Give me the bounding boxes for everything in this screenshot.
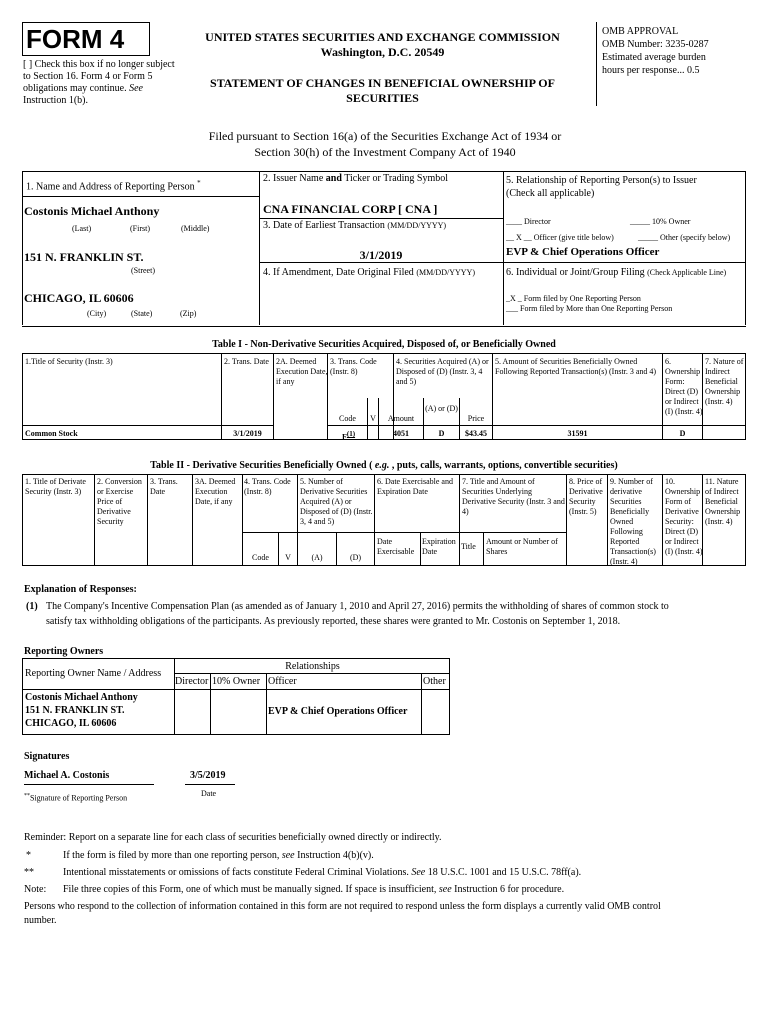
omb-approval: OMB APPROVAL OMB Number: 3235-0287 Estimated average burden hours per response... 0.5 — [602, 26, 709, 76]
other-checkbox[interactable]: _____ Other (specify below) — [638, 233, 731, 242]
date-line — [185, 784, 235, 785]
director-checkbox[interactable]: ____ Director — [506, 217, 551, 226]
t1-h2a: 2A. Deemed Execution Date, if any — [276, 357, 328, 386]
t1-row-aord: D — [438, 429, 445, 438]
owners-col-ten: 10% Owner — [212, 676, 261, 687]
owner-officer-title: EVP & Chief Operations Officer — [268, 706, 408, 717]
persons-notice-line2: number. — [24, 915, 57, 926]
filed-by-more-option[interactable]: ___ Form filed by More than One Reporting Person — [506, 304, 673, 313]
t2-h6: 6. Date Exercisable and Expiration Date — [377, 477, 453, 496]
note-text: File three copies of this Form, one of which must be manually signed. If space is insufficient, see Instruction 6 for procedure. — [63, 884, 565, 895]
t1-h5: 5. Amount of Securities Beneficially Owned Following Reported Transaction(s) (Instr. 3 and 4) — [495, 357, 657, 376]
reporting-person-name: Costonis Michael Anthony — [24, 204, 160, 218]
box4-label: 4. If Amendment, Date Original Filed (MM/DD/YYYY) — [263, 267, 475, 278]
t2-h4: 4. Trans. Code (Instr. 8) — [244, 477, 291, 496]
t2-sub-title: Title — [461, 542, 476, 551]
officer-title: EVP & Chief Operations Officer — [506, 246, 660, 258]
t2-h5: 5. Number of Derivative Securities Acquired (A) or Disposed of (D) (Instr. 3, 4 and 5) — [300, 477, 373, 526]
box2-label: 2. Issuer Name and Ticker or Trading Symbol — [263, 173, 449, 184]
t1-sub-v: V — [370, 414, 376, 423]
t2-h3a: 3A. Deemed Execution Date, if any — [195, 477, 236, 506]
middle-label: (Middle) — [181, 224, 210, 233]
t1-h1: 1.Title of Security (Instr. 3) — [25, 357, 113, 366]
t2-sub-a: (A) — [311, 553, 323, 562]
star2-mark: ** — [24, 867, 34, 878]
t2-sub-code: Code — [252, 553, 269, 562]
form-title: FORM 4 — [26, 24, 125, 54]
statement-line1: STATEMENT OF CHANGES IN BENEFICIAL OWNERSHIP OF — [210, 76, 555, 90]
explanation-heading: Explanation of Responses: — [24, 584, 137, 595]
agency-line2: Washington, D.C. 20549 — [320, 45, 445, 59]
city-label: (City) — [87, 309, 107, 318]
issuer-name: CNA FINANCIAL CORP [ CNA ] — [263, 202, 438, 216]
officer-checkbox[interactable]: __ X __ Officer (give title below) — [506, 233, 614, 242]
owners-col-name: Reporting Owner Name / Address — [25, 668, 162, 679]
reminder: Reminder: Report on a separate line for each class of securities beneficially owned directly or indirectly. — [24, 832, 442, 843]
signature-line — [24, 784, 154, 785]
ten-percent-owner-checkbox[interactable]: _____ 10% Owner — [630, 217, 691, 226]
t1-row-code: F(1) — [342, 430, 356, 442]
t2-sub-amount: Amount or Number of Shares — [486, 537, 558, 556]
footnote-1-number: (1) — [26, 601, 38, 612]
t2-sub-v: V — [285, 553, 291, 562]
t1-row-date: 3/1/2019 — [233, 429, 262, 438]
filed-by-one-option[interactable]: _X _ Form filed by One Reporting Person — [506, 294, 641, 303]
t2-h9: 9. Number of derivative Securities Beneficially Owned Following Reported Transaction(s) (Instr. 4) — [610, 477, 656, 566]
t1-h6: 6. Ownership Form: Direct (D) or Indirect (I) (Instr. 4) — [665, 357, 703, 416]
persons-notice-line1: Persons who respond to the collection of information contained in this form are not required to respond unless the form displays a currently valid OMB control — [24, 901, 661, 912]
t1-row-form: D — [679, 429, 686, 438]
t2-sub-d: (D) — [349, 553, 362, 562]
check-box-note[interactable]: [ ] Check this box if no longer subject to Section 16. Form 4 or Form 5 obligations may continue. See Instruction 1(b). — [23, 59, 175, 106]
star2-text: Intentional misstatements or omissions of facts constitute Federal Criminal Violations. See 18 U.S.C. 1001 and 15 U.S.C. 78ff(a). — [63, 867, 582, 878]
star1-text: If the form is filed by more than one reporting person, see Instruction 4(b)(v). — [63, 850, 374, 861]
date-label: Date — [201, 789, 217, 798]
reporting-person-street: 151 N. FRANKLIN ST. — [24, 250, 144, 264]
footnote-1-link[interactable]: (1) — [346, 430, 356, 438]
box1-label: 1. Name and Address of Reporting Person * — [26, 179, 201, 193]
owners-col-other: Other — [423, 676, 446, 687]
t1-h2: 2. Trans. Date — [224, 357, 269, 366]
agency-line1: UNITED STATES SECURITIES AND EXCHANGE COMMISSION — [205, 30, 560, 44]
table2-title: Table II - Derivative Securities Beneficially Owned ( e.g. , puts, calls, warrants, options, convertible securities) — [150, 460, 618, 471]
t2-h1: 1. Title of Derivate Security (Instr. 3) — [25, 477, 86, 496]
t2-h2: 2. Conversion or Exercise Price of Derivative Security — [97, 477, 142, 526]
owners-col-rel: Relationships — [285, 661, 340, 672]
filed-pursuant-line1: Filed pursuant to Section 16(a) of the Securities Exchange Act of 1934 or — [208, 129, 562, 143]
t1-sub-aord: (A) or (D) — [425, 404, 458, 413]
statement-line2: SECURITIES — [346, 91, 419, 105]
t1-row-amount: 4051 — [393, 429, 409, 438]
t1-h7: 7. Nature of Indirect Beneficial Ownership (Instr. 4) — [705, 357, 744, 406]
t1-sub-amount: Amount — [387, 414, 415, 423]
t2-h3: 3. Trans. Date — [150, 477, 178, 496]
t2-h10: 10. Ownership Form of Derivative Security: Direct (D) or Indirect (I) (Instr. 4) — [665, 477, 703, 556]
signature-label: **Signature of Reporting Person — [24, 793, 128, 803]
owners-heading: Reporting Owners — [24, 646, 104, 657]
filed-pursuant-line2: Section 30(h) of the Investment Company Act of 1940 — [254, 145, 516, 159]
star1-mark: * — [26, 850, 31, 861]
box3-label: 3. Date of Earliest Transaction (MM/DD/YYYY) — [263, 220, 447, 231]
t2-h8: 8. Price of Derivative Security (Instr. 5) — [569, 477, 603, 516]
omb-divider — [596, 22, 597, 106]
t2-h7: 7. Title and Amount of Securities Underlying Derivative Security (Instr. 3 and 4) — [462, 477, 565, 516]
footnote-1-text-line1: The Company's Incentive Compensation Plan (as amended as of January 1, 2010 and April 27, 2016) permits the withholding of shares of common stock to — [46, 601, 669, 612]
owners-col-director: Director — [175, 676, 209, 687]
reporting-person-city: CHICAGO, IL 60606 — [24, 291, 134, 305]
note-mark: Note: — [24, 884, 47, 895]
t1-row-price: $43.45 — [465, 429, 487, 438]
signer-name: Michael A. Costonis — [24, 770, 110, 781]
form-title-box — [22, 22, 150, 56]
last-label: (Last) — [72, 224, 92, 233]
t1-row-title: Common Stock — [25, 429, 78, 438]
owner-name-address: Costonis Michael Anthony 151 N. FRANKLIN ST. CHICAGO, IL 60606 — [25, 692, 138, 729]
box5-label: 5. Relationship of Reporting Person(s) to Issuer (Check all applicable) — [506, 175, 697, 199]
t1-h4: 4. Securities Acquired (A) or Disposed of (D) (Instr. 3, 4 and 5) — [396, 357, 489, 386]
t1-h3: 3. Trans. Code (Instr. 8) — [330, 357, 377, 376]
t1-row-owned: 31591 — [567, 429, 588, 438]
zip-label: (Zip) — [180, 309, 197, 318]
earliest-transaction-date: 3/1/2019 — [359, 248, 403, 262]
owners-col-officer: Officer — [268, 676, 297, 687]
t1-sub-price: Price — [467, 414, 485, 423]
street-label: (Street) — [131, 266, 155, 275]
table1-title: Table I - Non-Derivative Securities Acquired, Disposed of, or Beneficially Owned — [212, 339, 556, 350]
state-label: (State) — [131, 309, 153, 318]
signature-date: 3/5/2019 — [190, 770, 226, 781]
signatures-heading: Signatures — [24, 751, 70, 762]
footnote-1-text-line2: satisfy tax withholding obligations of the participants. As previously reported, these shares were granted to Mr. Costonis on September 1, 2018. — [46, 616, 621, 627]
t2-sub-date-ex: Date Exercisable — [377, 537, 415, 556]
t2-h11: 11. Nature of Indirect Beneficial Ownership (Instr. 4) — [705, 477, 741, 526]
t1-sub-code: Code — [339, 414, 356, 423]
box6-label: 6. Individual or Joint/Group Filing (Check Applicable Line) — [506, 267, 727, 278]
first-label: (First) — [130, 224, 150, 233]
t2-sub-exp: Expiration Date — [422, 537, 456, 556]
